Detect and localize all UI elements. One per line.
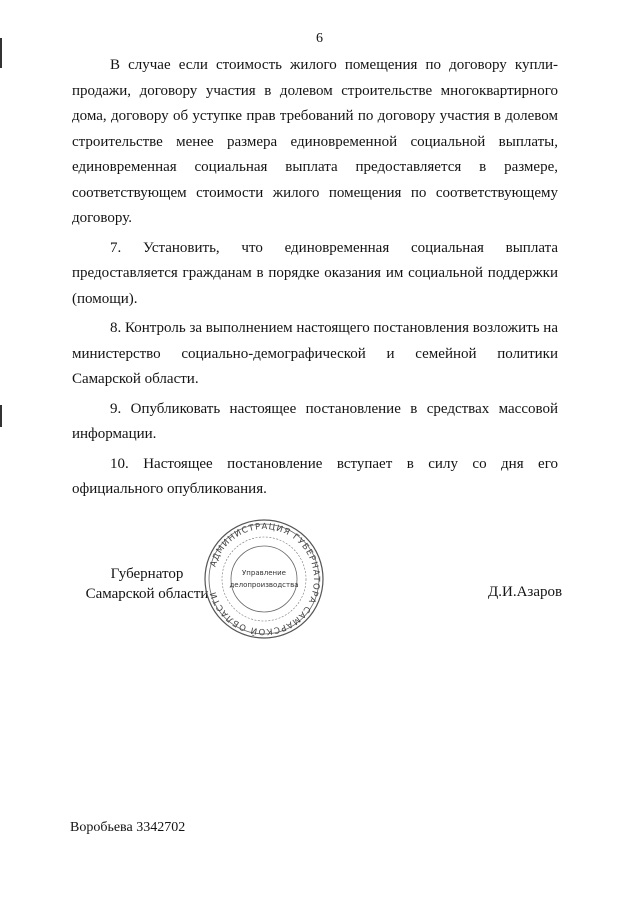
paragraph: 10. Настоящее постановление вступает в силу со дня его официального опубликования. xyxy=(72,455,558,497)
paragraph: 7. Установить, что единовременная социальная выплата предоставляется гражданам в порядке оказания им социальной поддержки (помощи). xyxy=(72,239,558,307)
official-seal-stamp xyxy=(203,517,325,641)
seal-inner-line: делопроизводства xyxy=(229,581,299,589)
signatory-position xyxy=(72,564,222,604)
scan-edge-mark xyxy=(0,405,2,427)
signatory-name: Д.И.Азаров xyxy=(488,584,563,600)
position-line: Самарской области xyxy=(85,586,209,602)
executor-contact: Воробьева 3342702 xyxy=(70,820,186,835)
position-line: Губернатор xyxy=(110,566,184,582)
paragraph: В случае если стоимость жилого помещения по договору купли-продажи, договору участия в долевом строительстве многоквартирного дома, договору об уступке прав требований по договору участия в долевом строительстве менее размера единовременной социальной выплаты, единовременная социальная выплата предоставляется в размере, соответствующем стоимости жилого помещения по соответствующему договору. xyxy=(72,57,558,226)
page-number: 6 xyxy=(316,31,323,46)
svg-text:АДМИНИСТРАЦИЯ ГУБЕРНАТОРА САМА xyxy=(209,522,321,638)
document-body xyxy=(72,53,558,505)
paragraph: 9. Опубликовать настоящее постановление в средствах массовой информации. xyxy=(72,400,558,442)
seal-inner-line: Управление xyxy=(242,569,286,577)
paragraph: 8. Контроль за выполнением настоящего постановления возложить на министерство социально-демографической и семейной политики Самарской области. xyxy=(72,320,558,387)
seal-outer-text: АДМИНИСТРАЦИЯ ГУБЕРНАТОРА САМАРСКОЙ ОБЛАСТИ xyxy=(208,521,322,637)
